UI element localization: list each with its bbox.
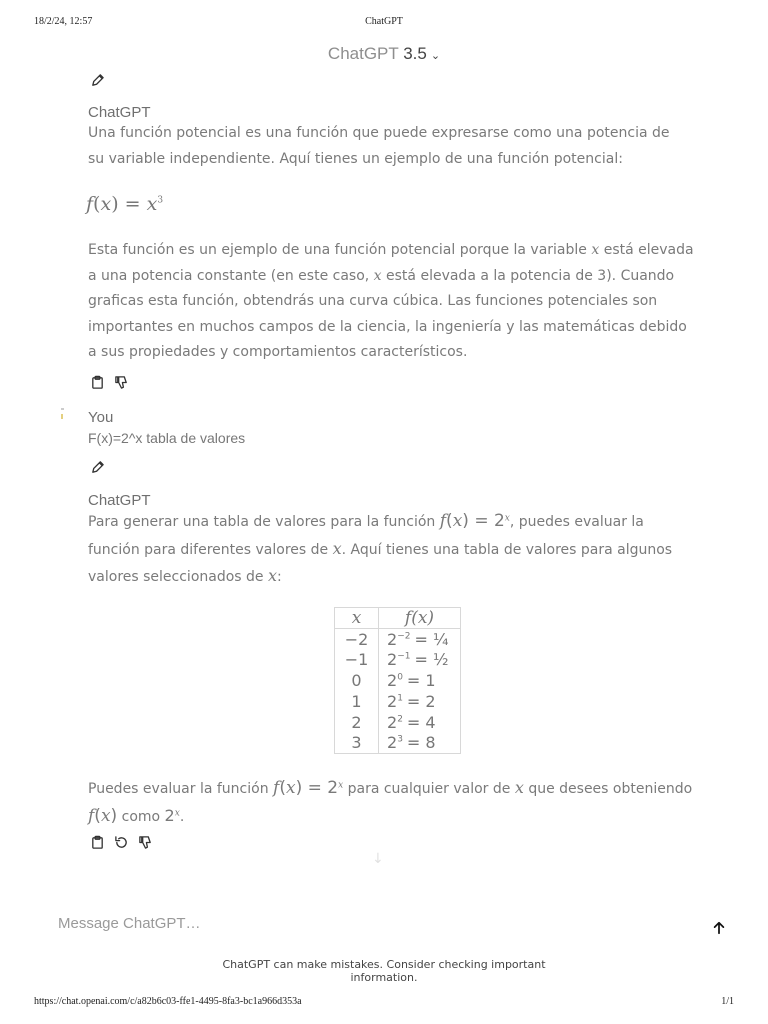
pencil-icon[interactable] bbox=[88, 71, 106, 89]
math-func: f bbox=[273, 778, 280, 798]
table-header-fx: f(x) bbox=[379, 608, 461, 629]
message-composer bbox=[40, 905, 728, 941]
math-var: x bbox=[100, 805, 111, 826]
table-row bbox=[335, 712, 461, 733]
outro-text-3: que desees obteniendo bbox=[523, 781, 693, 797]
thumbs-down-icon[interactable] bbox=[112, 373, 130, 391]
table-cell-fx bbox=[379, 670, 461, 691]
message-intro: Una función potencial es una función que puede expresarse como una potencia de su variable independiente. Aquí tienes un ejemplo de una función potencial: bbox=[88, 125, 670, 167]
disclaimer: ChatGPT can make mistakes. Consider checking important information. bbox=[222, 958, 546, 984]
body-text-1: Esta función es un ejemplo de una función potencial porque la variable bbox=[88, 242, 592, 258]
math-exp: x bbox=[504, 513, 510, 524]
table-row bbox=[335, 629, 461, 650]
user-message bbox=[88, 409, 245, 446]
table-cell-fx bbox=[379, 629, 461, 650]
table-row bbox=[335, 670, 461, 691]
assistant-message-body bbox=[88, 238, 698, 366]
clipboard-icon[interactable] bbox=[88, 833, 106, 851]
power-base: 2 bbox=[387, 650, 398, 670]
table-cell-fx bbox=[379, 712, 461, 733]
power-exponent: 3 bbox=[397, 734, 403, 745]
model-version: 3.5 bbox=[403, 44, 427, 63]
math-func: f bbox=[439, 511, 447, 531]
print-datetime: 18/2/24, 12:57 bbox=[34, 16, 93, 27]
table-cell-fx bbox=[379, 691, 461, 712]
user-message-text: F(x)=2^x tabla de valores bbox=[88, 430, 246, 446]
regenerate-icon[interactable] bbox=[112, 833, 130, 851]
power-exponent: 2 bbox=[397, 714, 403, 725]
intro-text-4: : bbox=[277, 569, 282, 585]
power-base: 2 bbox=[387, 691, 398, 711]
message-author: ChatGPT bbox=[88, 492, 151, 509]
message-input[interactable] bbox=[58, 911, 658, 935]
send-button[interactable] bbox=[710, 919, 728, 937]
outro-text-5: . bbox=[179, 808, 185, 825]
power-base: 2 bbox=[387, 712, 398, 732]
outro-text-4: como bbox=[117, 808, 165, 825]
values-table bbox=[334, 607, 461, 754]
assistant-message-outro bbox=[88, 775, 698, 830]
body-text-3: está elevada a la potencia de 3). Cuando graficas esta función, obtendrás una curva cúbica. Las funciones potenciales son importantes en muchos campos de la ciencia, la ingeniería y las matemáticas debido a sus propiedades y comportamientos característicos. bbox=[88, 267, 687, 360]
power-result: = 4 bbox=[406, 712, 436, 732]
avatar bbox=[60, 408, 78, 426]
thumbs-down-icon[interactable] bbox=[136, 833, 154, 851]
clipboard-icon[interactable] bbox=[88, 373, 106, 391]
math-var: x bbox=[332, 538, 342, 558]
intro-text-3: . Aquí tienes una tabla de valores para algunos valores seleccionados de bbox=[88, 541, 673, 585]
table-cell-fx bbox=[379, 732, 461, 753]
power-base: 2 bbox=[387, 670, 398, 690]
math-base: 2 bbox=[327, 778, 339, 798]
table-header-row bbox=[335, 608, 461, 629]
body-text-2: está elevada a una potencia constante (en este caso, bbox=[88, 242, 694, 284]
message-actions bbox=[88, 833, 154, 851]
table-cell-x: 2 bbox=[335, 712, 379, 733]
math-var: x bbox=[373, 267, 382, 284]
model-name: ChatGPT bbox=[327, 44, 399, 63]
outro-text-1: Puedes evaluar la función bbox=[88, 781, 274, 797]
table-cell-x: 0 bbox=[335, 670, 379, 691]
table-cell-x: 3 bbox=[335, 732, 379, 753]
arrow-up-icon bbox=[712, 921, 726, 935]
math-base: 2 bbox=[164, 805, 175, 825]
math-func: f bbox=[88, 805, 95, 826]
formula-base: x bbox=[146, 193, 158, 215]
math-var: x bbox=[285, 778, 296, 798]
power-base: 2 bbox=[387, 733, 398, 753]
outro-text-2: para cualquier valor de bbox=[343, 781, 515, 797]
chevron-down-icon: ⌄ bbox=[430, 50, 441, 62]
message-body bbox=[88, 238, 698, 366]
math-var: x bbox=[514, 778, 524, 797]
message-intro: Para generar una tabla de valores para la función $f(x) = 2^x$, puedes evaluar la función para diferentes valores de x. Aquí tienes una tabla de valores para algunos valores seleccionados de x: bbox=[88, 511, 673, 585]
model-selector[interactable] bbox=[0, 44, 768, 64]
print-header bbox=[34, 16, 734, 30]
print-url: https://chat.openai.com/c/a82b6c03-ffe1-4495-8fa3-bc1a966d353a bbox=[34, 996, 302, 1007]
table-row bbox=[335, 691, 461, 712]
formula-arg: x bbox=[100, 193, 112, 215]
table-cell-x: 1 bbox=[335, 691, 379, 712]
table-cell-x: −1 bbox=[335, 649, 379, 670]
math-var: x bbox=[267, 566, 278, 585]
table-row bbox=[335, 649, 461, 670]
message-author: You bbox=[88, 409, 114, 426]
power-result: = 8 bbox=[406, 733, 436, 753]
math-exp: x bbox=[174, 807, 180, 818]
table-row bbox=[335, 732, 461, 753]
print-page: 1/1 bbox=[721, 996, 734, 1007]
formula-func: f bbox=[86, 193, 94, 215]
math-base: 2 bbox=[493, 511, 505, 531]
message-outro: Puedes evaluar la función $f(x) = 2^x$ para cualquier valor de x que desees obteniendo f(x) como 2$^x$. bbox=[88, 778, 693, 826]
formula-exponent: 3 bbox=[157, 195, 164, 206]
print-footer bbox=[34, 996, 734, 1010]
intro-text-2: , puedes evaluar la función para diferentes valores de bbox=[88, 514, 644, 558]
table-header-x: x bbox=[335, 608, 379, 629]
intro-text-1: Para generar una tabla de valores para la función bbox=[88, 514, 440, 530]
assistant-message bbox=[88, 104, 698, 172]
power-exponent: −1 bbox=[397, 651, 411, 662]
pencil-icon[interactable] bbox=[88, 458, 106, 476]
message-author: ChatGPT bbox=[88, 104, 151, 121]
power-result: = 1 bbox=[406, 670, 436, 690]
power-result: = ¼ bbox=[414, 629, 449, 649]
arrow-down-icon[interactable]: ↓ bbox=[372, 851, 384, 867]
table-cell-fx bbox=[379, 649, 461, 670]
power-exponent: 0 bbox=[397, 672, 403, 683]
table-cell-x: −2 bbox=[335, 629, 379, 650]
message-actions bbox=[88, 373, 130, 391]
math-var: x bbox=[452, 511, 463, 531]
power-exponent: −2 bbox=[397, 631, 411, 642]
print-title: ChatGPT bbox=[365, 16, 403, 27]
formula-display: $f(x) = x^3$ bbox=[86, 193, 164, 215]
power-exponent: 1 bbox=[397, 693, 403, 704]
power-result: = 2 bbox=[406, 691, 436, 711]
power-base: 2 bbox=[387, 629, 398, 649]
power-result: = ½ bbox=[414, 650, 449, 670]
math-var: x bbox=[591, 242, 600, 258]
assistant-message bbox=[88, 492, 698, 591]
math-exp: x bbox=[338, 780, 344, 791]
